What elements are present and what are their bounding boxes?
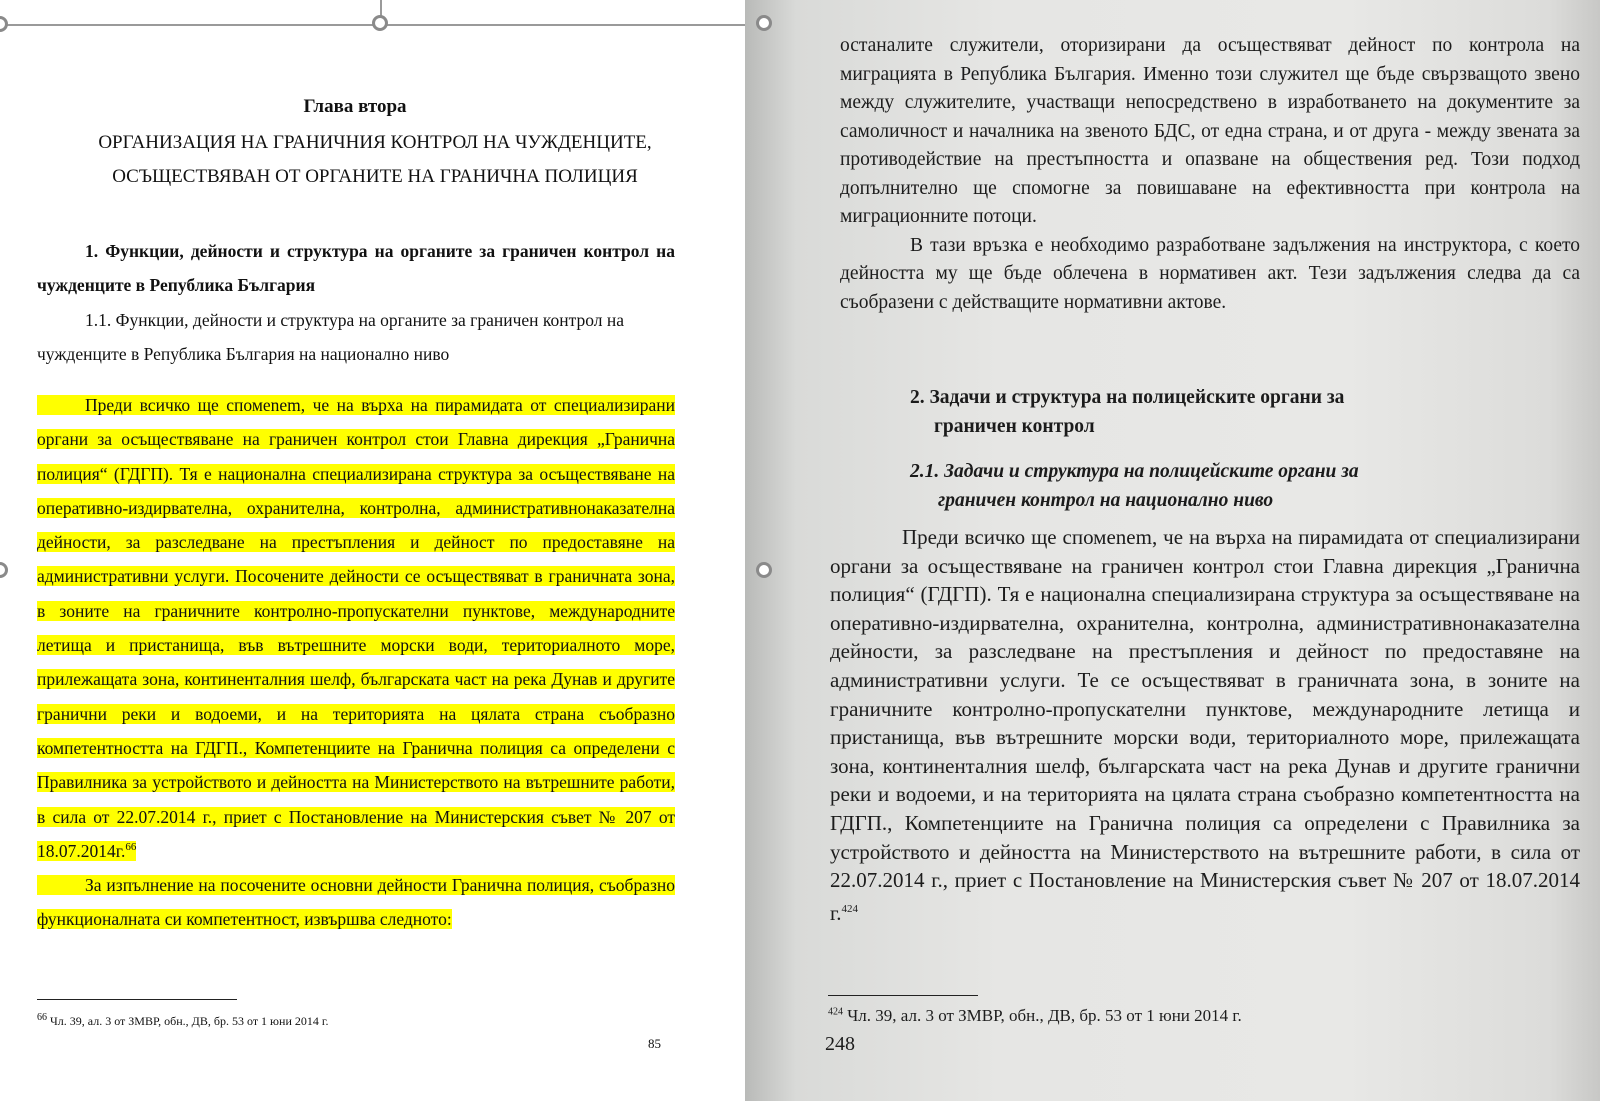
word-document-page <box>0 0 760 1101</box>
scan-top-text: останалите служители, оторизирани да осъществяват дейност по контрола на миграцията в Република България. Именно този служител ще бъде свързващото звено между служителите, участващи непосредствено в изработването на документите за самоличност и началника на звеното БДС, от една страна, и от друга - между звената за противодействие на престъпността и опазване на обществения ред. Този подход допълнително ще спомогне за повишаване на ефективността при контрола на миграционните потоци. В тази връзка е необходимо разработване задължения на инструктора, с което дейността му ще бъде облечена в нормативен акт. Тези задължения следва да са съобразени с действащите нормативни актове. <box>840 35 1580 313</box>
rotation-handle[interactable] <box>372 15 388 31</box>
chapter-title: Глава втора <box>303 96 407 117</box>
footnote: $^{66}$ Чл. 39, ал. 3 от ЗМВР, обн., ДВ, бр. 53 от 1 юни 2014 г. <box>37 1012 329 1028</box>
resize-handle-top-left[interactable] <box>0 16 8 32</box>
highlighted-paragraph-1: Преди всичко ще спомenem, че на върха на пирамидата от специализирани органи за осъществяване на граничен контрол стои Главна дирекция „Гранична полиция“ (ГДГП). Тя е национална специализирана структура за осъществяване на оперативно-издирвателна, охранителна, контролна, административнонаказателна дейности, за разследване на престъпления и дейност по предоставяне на административни услуги. Посочените дейности се осъществяват в граничната зона, в зоните на граничните контролно-пропускателни пунктове, международните летища и пристанища, във вътрешните морски води, териториалното море, прилежащата зона, континенталния шелф, българската част на река Дунав и другите гранични реки и водоеми, и на територията на цялата страна съобразно компетентността на ГДГП., Компетенциите на Гранична полиция са определени с Правилника за устройството и дейността на Министерството на вътрешните работи, в сила от 22.07.2014 г., приет с Постановление на Министерския съвет № 207 от 18.07.2014г.$^{66}$ <box>37 395 675 861</box>
resize-handle-middle-left[interactable] <box>0 562 8 578</box>
resize-handle-middle-right[interactable] <box>756 562 772 578</box>
scan-footnote-separator <box>828 995 978 996</box>
rotation-handle-stem <box>380 0 382 16</box>
section-heading: 1. Функции, дейности и структура на органите за граничен контрол на чужденците в Република България <box>37 241 675 295</box>
subsection-heading: 1.1. Функции, дейности и структура на органите за граничен контрол на чужденците в Република България на национално ниво <box>37 310 624 364</box>
scan-page-number: 248 <box>825 1033 855 1055</box>
page-number: 85 <box>648 1036 661 1051</box>
scan-section-heading: 2. Задачи и структура на полицейските органи за граничен контрол <box>910 387 1345 437</box>
footnote-reference[interactable]: 66 <box>125 841 137 854</box>
scan-footnote: $^{424}$ Чл. 39, ал. 3 от ЗМВР, обн., ДВ, бр. 53 от 1 юни 2014 г. <box>828 1006 1242 1025</box>
highlighted-body-text[interactable] <box>37 388 675 937</box>
chapter-subtitle-line-2: ОСЪЩЕСТВЯВАН ОТ ОРГАНИТЕ НА ГРАНИЧНА ПОЛИЦИЯ <box>112 166 638 187</box>
highlighted-paragraph-2: За изпълнение на посочените основни дейности Гранична полиция, съобразно функционалната си компетентност, извършва следното: <box>37 875 675 930</box>
resize-handle-top-right[interactable] <box>756 15 772 31</box>
scan-subsection-heading: 2.1. Задачи и структура на полицейските органи за граничен контрол на национално ниво <box>910 461 1359 511</box>
footnote-separator <box>37 999 237 1000</box>
chapter-subtitle-line-1: ОРГАНИЗАЦИЯ НА ГРАНИЧНИЯ КОНТРОЛ НА ЧУЖДЕНЦИТЕ, <box>98 132 652 153</box>
scanned-book-page <box>745 0 1600 1101</box>
scan-body-paragraph: Преди всичко ще спомenem, че на върха на пирамидата от специализирани органи за осъществяване на граничен контрол стои Главна дирекция „Гранична полиция“ (ГДГП). Тя е национална специализирана структура за осъществяване на оперативно-издирвателна, охранителна, контролна, административнонаказателна дейности, за разследване на престъпления и дейност по предоставяне на административни услуги. Те се осъществяват в граничната зона, в зоните на граничните контролно-пропускателни пунктове, международните летища и пристанища, във вътрешните морски води, териториалното море, прилежащата зона, континенталния шелф, българската част на река Дунав и другите гранични реки и водоеми, и на територията на цялата страна съобразно компетентността на ГДГП., Компетенциите на Гранична полиция са определени с Правилника за устройството и дейността на Министерството на вътрешните работи, в сила от 22.07.2014 г., приет с Постановление на Министерския съвет № 207 от 18.07.2014 г.$^{424}$ <box>830 525 1580 925</box>
